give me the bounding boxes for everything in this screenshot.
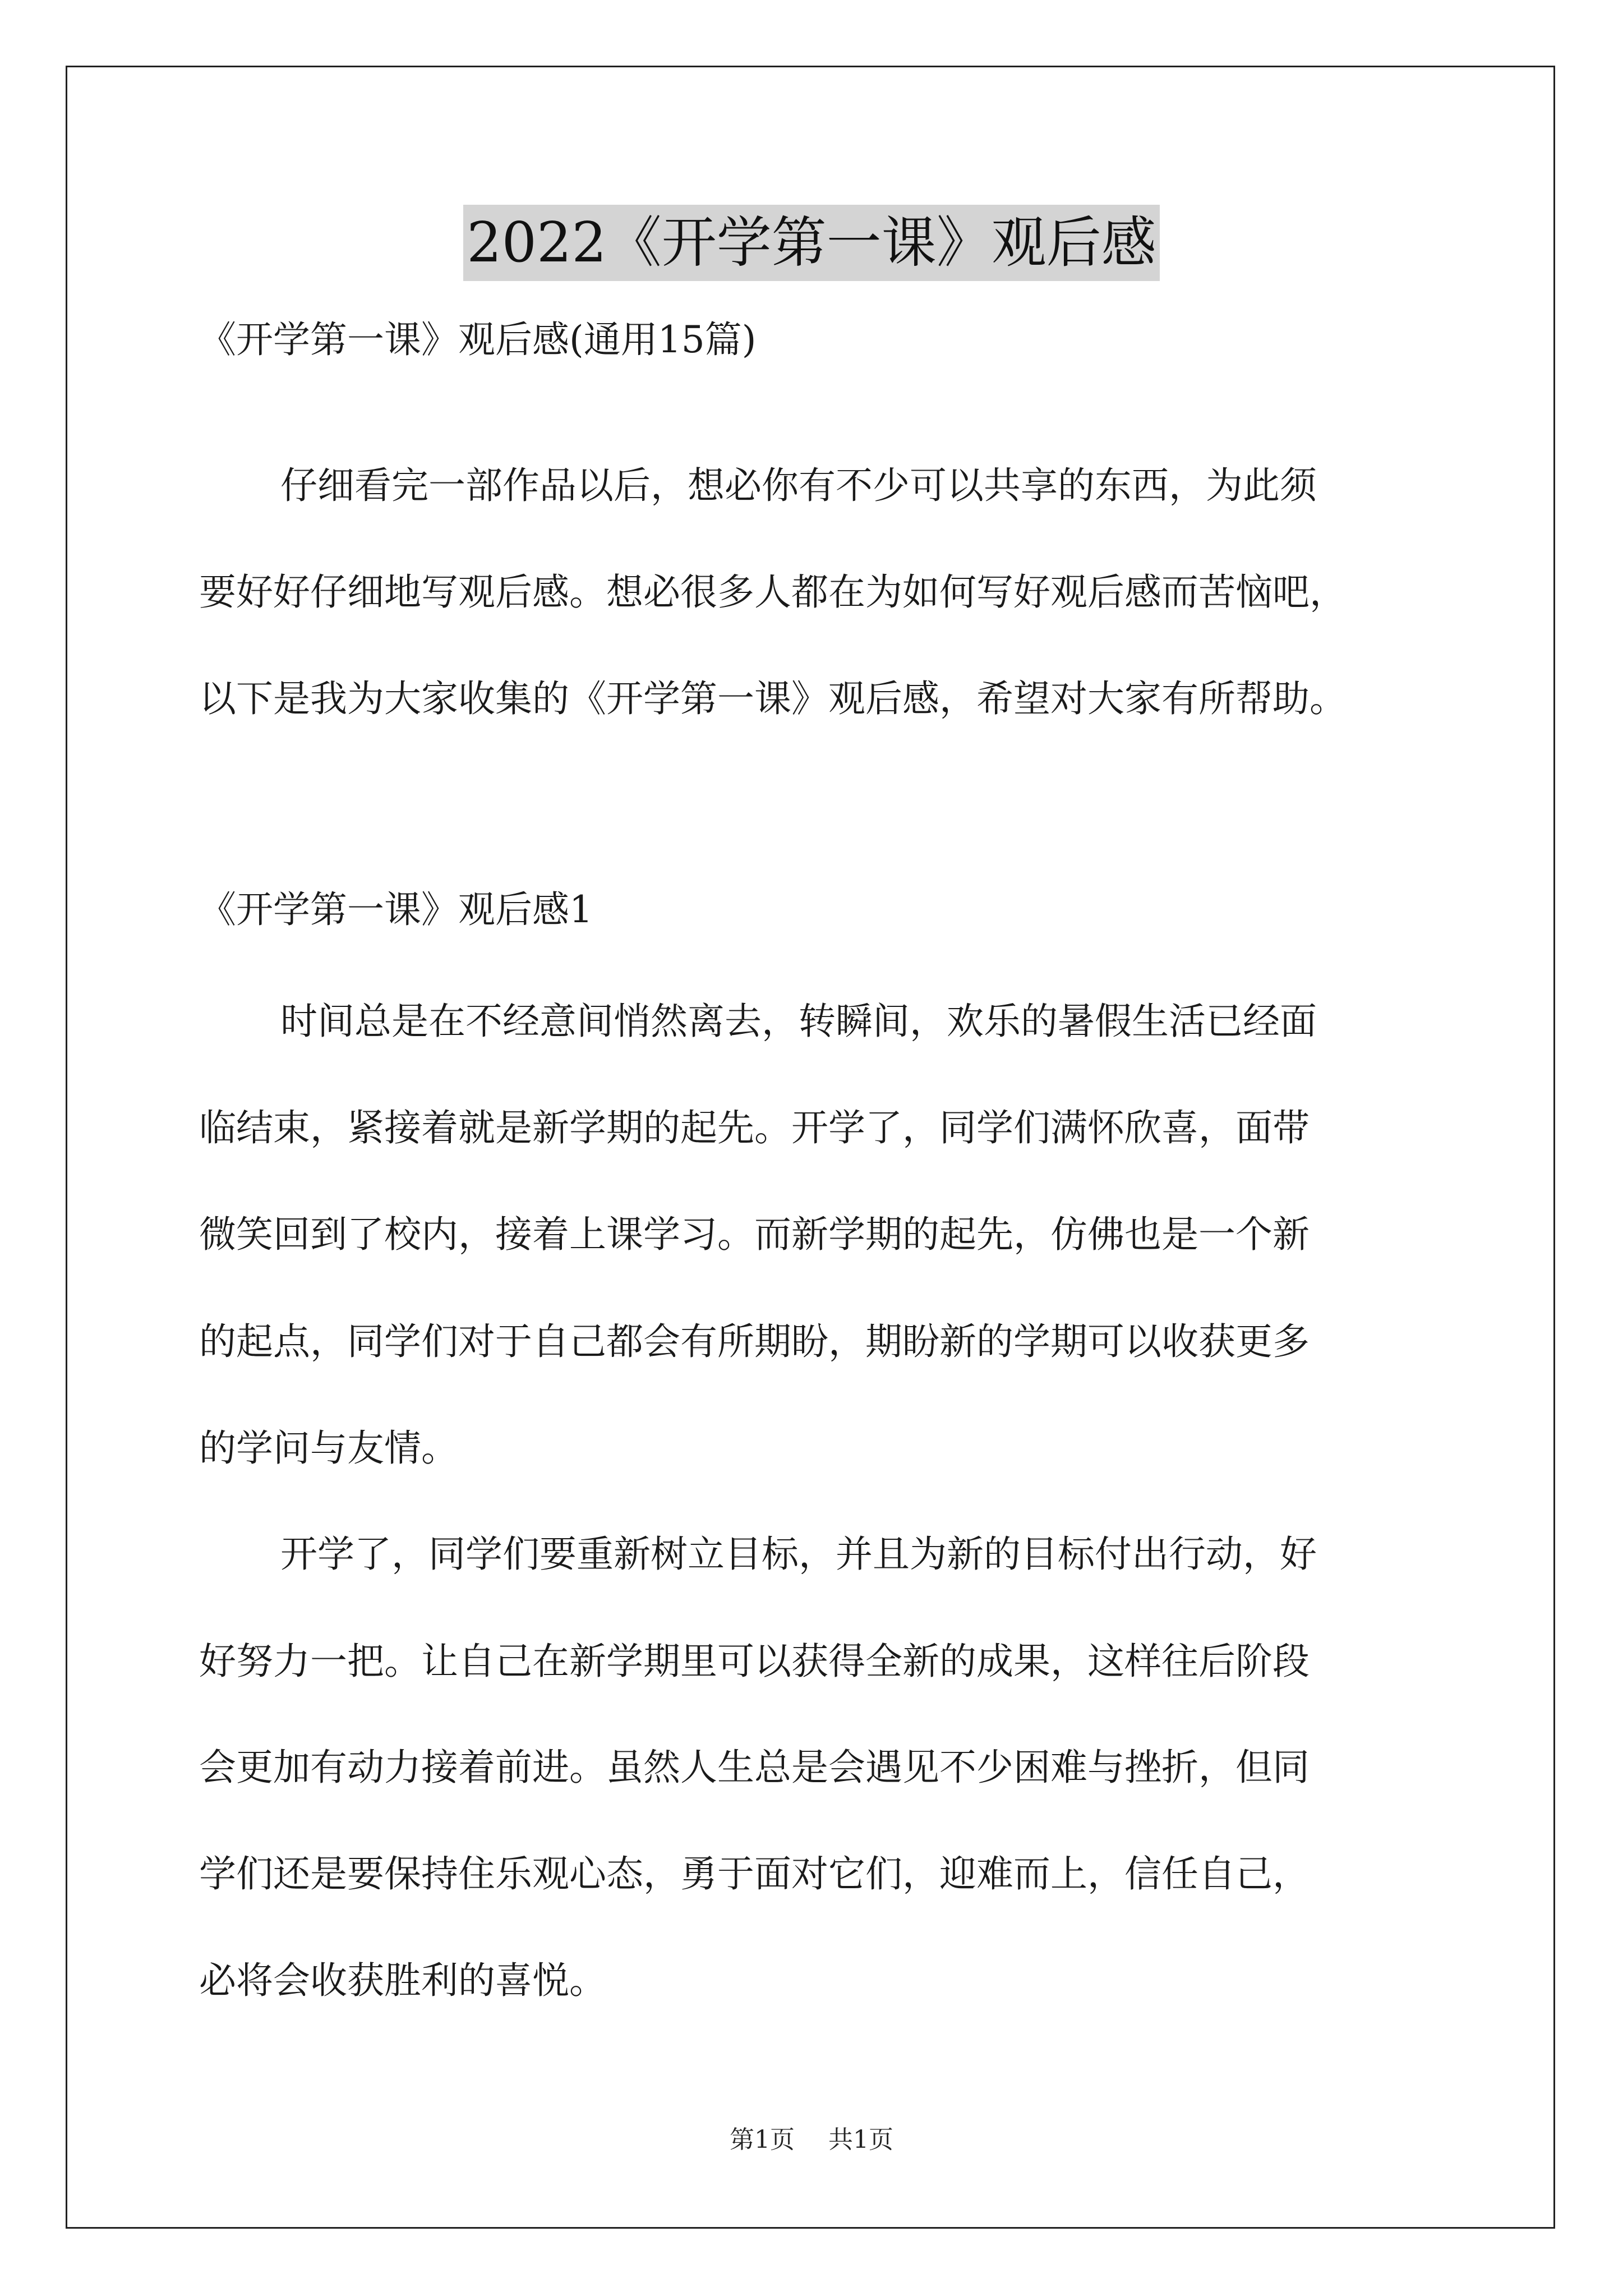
title-wrap — [0, 205, 1623, 281]
paragraph-line: 会更加有动力接着前进。虽然人生总是会遇见不少困难与挫折，但同 — [199, 1746, 1310, 1789]
paragraph-line: 必将会收获胜利的喜悦。 — [199, 1959, 606, 2002]
intro-line: 要好好仔细地写观后感。想必很多人都在为如何写好观后感而苦恼吧， — [199, 570, 1347, 614]
paragraph-line: 微笑回到了校内，接着上课学习。而新学期的起先，仿佛也是一个新 — [199, 1213, 1310, 1256]
subtitle: 《开学第一课》观后感(通用15篇) — [199, 318, 757, 361]
intro-line: 仔细看完一部作品以后，想必你有不少可以共享的东西，为此须 — [280, 464, 1317, 507]
document-title: 2022《开学第一课》观后感 — [463, 205, 1159, 281]
page-number-total: 共1页 — [828, 2125, 893, 2154]
intro-line: 以下是我为大家收集的《开学第一课》观后感，希望对大家有所帮助。 — [199, 677, 1347, 720]
section-heading: 《开学第一课》观后感1 — [199, 888, 593, 931]
paragraph-line: 的学问与友情。 — [199, 1427, 458, 1470]
paragraph-line: 时间总是在不经意间悄然离去，转瞬间，欢乐的暑假生活已经面 — [280, 1000, 1317, 1043]
paragraph-line: 好努力一把。让自己在新学期里可以获得全新的成果，这样往后阶段 — [199, 1640, 1310, 1683]
page-footer — [0, 2122, 1623, 2158]
paragraph-line: 临结束，紧接着就是新学期的起先。开学了，同学们满怀欣喜，面带 — [199, 1106, 1310, 1149]
paragraph-line: 的起点，同学们对于自己都会有所期盼，期盼新的学期可以收获更多 — [199, 1320, 1310, 1363]
page-number-current: 第1页 — [730, 2125, 795, 2154]
paragraph-line: 学们还是要保持住乐观心态，勇于面对它们，迎难而上，信任自己， — [199, 1852, 1310, 1895]
paragraph-line: 开学了，同学们要重新树立目标，并且为新的目标付出行动，好 — [280, 1533, 1317, 1576]
